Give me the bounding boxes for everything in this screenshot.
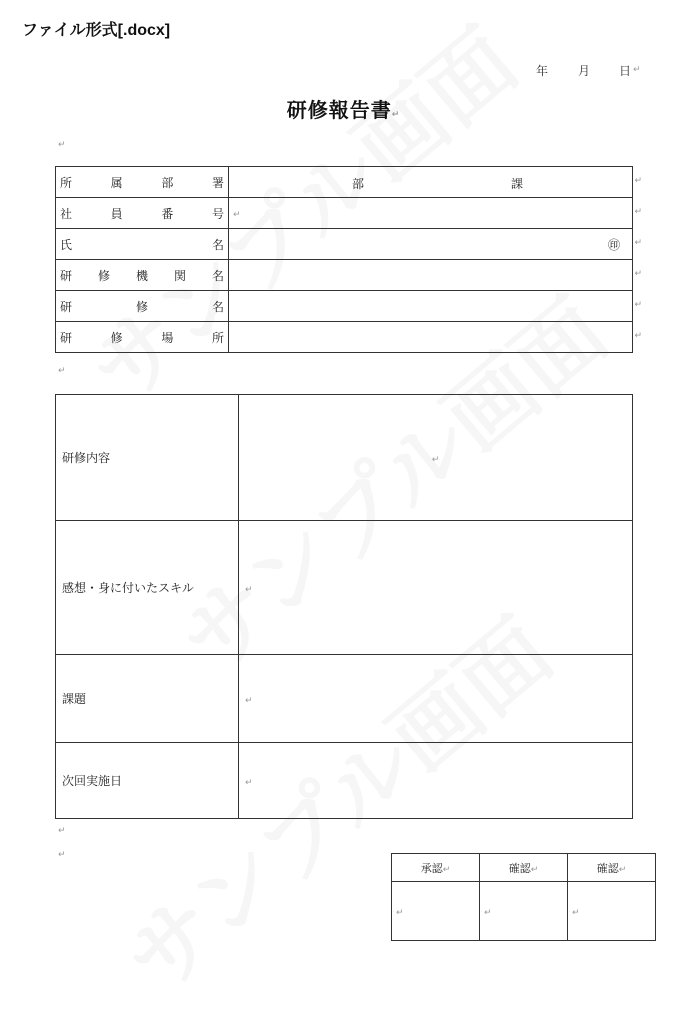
issues-field[interactable]: ↵	[239, 655, 633, 743]
info-label: 氏 名	[60, 237, 224, 252]
next-date-field[interactable]: ↵	[239, 743, 633, 819]
info-row-department	[56, 167, 633, 198]
impressions-field[interactable]: ↵	[239, 521, 633, 655]
training-content-field[interactable]: ↵	[239, 395, 633, 521]
para-mark: ↵	[58, 826, 66, 836]
para-mark: ↵	[58, 366, 66, 376]
report-row-impressions	[56, 521, 633, 655]
training-name-field[interactable]: ↵	[229, 291, 633, 322]
report-label: 次回実施日	[56, 743, 239, 819]
date-month: 月	[578, 64, 591, 78]
info-label: 研 修 場 所	[60, 330, 224, 345]
para-mark: ↵	[58, 850, 66, 860]
approval-header: 承認↵	[392, 854, 480, 882]
report-label: 課題	[56, 655, 239, 743]
check-stamp-box[interactable]: ↵	[568, 882, 656, 941]
date-year: 年	[536, 64, 549, 78]
date-day: 日	[619, 64, 632, 78]
info-row-training-institution	[56, 260, 633, 291]
approval-header-row	[392, 854, 656, 882]
info-row-training-location	[56, 322, 633, 353]
report-row-content	[56, 395, 633, 521]
employee-number-field[interactable]: ↵ ↵	[229, 198, 633, 229]
approval-table	[391, 853, 656, 941]
training-location-field[interactable]: ↵	[229, 322, 633, 353]
employee-info-table	[55, 166, 642, 353]
info-label: 研 修 名	[60, 299, 224, 314]
info-label: 所 属 部 署	[60, 175, 224, 190]
para-mark: ↵	[58, 140, 66, 150]
check-header: 確認↵	[568, 854, 656, 882]
check-header: 確認↵	[480, 854, 568, 882]
name-field[interactable]: ㊞ ↵	[229, 229, 633, 260]
info-row-employee-number	[56, 198, 633, 229]
approval-stamp-box[interactable]: ↵	[392, 882, 480, 941]
report-table	[55, 394, 633, 819]
report-row-next-date	[56, 743, 633, 819]
file-format-label: ファイル形式[.docx]	[22, 22, 171, 39]
report-label: 感想・身に付いたスキル	[56, 521, 239, 655]
para-mark: ↵	[633, 65, 641, 75]
report-label: 研修内容	[56, 395, 239, 521]
seal-mark: ㊞	[607, 237, 620, 252]
approval-stamp-row	[392, 882, 656, 941]
training-institution-field[interactable]: ↵	[229, 260, 633, 291]
report-row-issues	[56, 655, 633, 743]
check-stamp-box[interactable]: ↵	[480, 882, 568, 941]
info-label: 研 修 機 関 名	[60, 268, 224, 283]
info-row-name	[56, 229, 633, 260]
info-row-training-name	[56, 291, 633, 322]
info-label: 社 員 番 号	[60, 206, 224, 221]
document-title: 研修報告書↵	[286, 98, 401, 122]
department-field[interactable]: 部 課 ↵	[229, 167, 633, 198]
